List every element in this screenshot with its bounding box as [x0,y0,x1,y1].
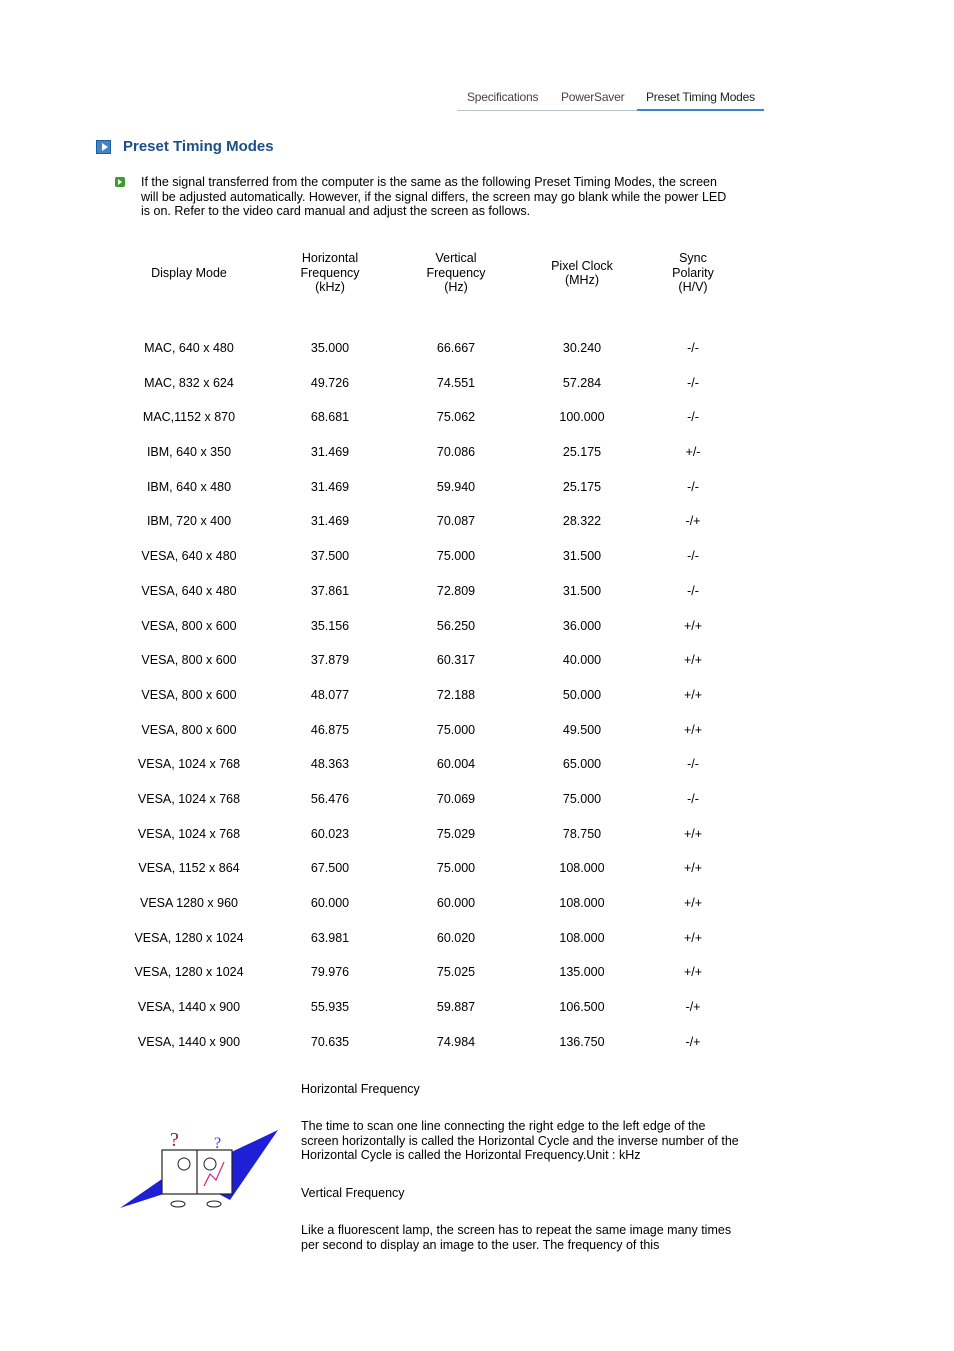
timing-modes-table [122,250,730,1059]
cell-vertical-frequency: 75.000 [436,549,476,564]
table-row [122,1024,730,1059]
cell-display-mode: VESA, 1280 x 1024 [134,965,244,980]
table-row [122,886,730,921]
table-row [122,365,730,400]
cell-vertical-frequency: 74.551 [436,375,476,390]
term-vertical-frequency-text: Like a fluorescent lamp, the screen has to repeat the same image many times per second to display an image to the user. The frequency of this [301,1223,732,1252]
cell-horizontal-frequency: 49.726 [310,375,350,390]
header-line: Display Mode [151,265,227,280]
table-row [122,608,730,643]
cell-display-mode: VESA, 1024 x 768 [137,826,241,841]
cell-display-mode: VESA, 1024 x 768 [137,791,241,806]
question-book-illustration [118,1128,280,1210]
cell-vertical-frequency: 75.062 [436,410,476,425]
tab-bar [457,88,764,111]
table-row [122,643,730,678]
cell-horizontal-frequency: 46.875 [310,722,350,737]
cell-pixel-clock: 25.175 [562,479,602,494]
cell-display-mode: IBM, 720 x 400 [146,514,232,529]
table-row [122,435,730,470]
cell-sync-polarity: -/- [687,410,699,425]
cell-pixel-clock: 108.000 [559,861,605,876]
cell-horizontal-frequency: 55.935 [310,1000,350,1015]
header-line: Horizontal [301,251,359,266]
term-horizontal-frequency-text: The time to scan one line connecting the right edge to the left edge of the screen horizontally is called the Horizontal Cycle and the inverse number of the Horizontal Cycle is called the Horizontal Frequency.Unit : kHz [301,1119,739,1162]
cell-sync-polarity: -/+ [685,514,701,529]
cell-display-mode: VESA, 800 x 600 [141,722,237,737]
cell-pixel-clock: 57.284 [562,375,602,390]
cell-display-mode: VESA, 1440 x 900 [137,1034,241,1049]
header-line: (kHz) [315,280,345,295]
cell-vertical-frequency: 60.317 [436,653,476,668]
cell-sync-polarity: -/- [687,757,699,772]
cell-pixel-clock: 135.000 [559,965,605,980]
cell-horizontal-frequency: 48.077 [310,687,350,702]
cell-horizontal-frequency: 31.469 [310,514,350,529]
cell-pixel-clock: 31.500 [562,549,602,564]
cell-sync-polarity: +/+ [683,618,703,633]
table-row [122,504,730,539]
cell-sync-polarity: +/- [685,445,701,460]
table-body [122,331,730,1059]
header-line: Frequency [426,265,486,280]
table-row [122,678,730,713]
cell-vertical-frequency: 56.250 [436,618,476,633]
cell-pixel-clock: 30.240 [562,341,602,356]
table-row [122,400,730,435]
cell-horizontal-frequency: 63.981 [310,930,350,945]
header-line: Polarity [672,265,714,280]
cell-vertical-frequency: 75.000 [436,861,476,876]
table-row [122,990,730,1025]
header-pixel-clock [508,250,656,296]
cell-vertical-frequency: 74.984 [436,1034,476,1049]
intro-paragraph: If the signal transferred from the computer is the same as the following Preset Timing Modes, the screen will be adjusted automatically. However, if the signal differs, the screen may go blank while the power LED is on. Refer to the video card manual and adjust the screen as follows. [141,175,727,218]
cell-sync-polarity: -/- [687,341,699,356]
cell-sync-polarity: +/+ [683,826,703,841]
cell-sync-polarity: +/+ [683,861,703,876]
cell-display-mode: VESA, 800 x 600 [141,653,237,668]
cell-sync-polarity: -/- [687,479,699,494]
table-row [122,331,730,366]
table-row [122,712,730,747]
header-vertical-frequency [404,250,508,296]
cell-vertical-frequency: 60.020 [436,930,476,945]
tab-preset-timing-modes[interactable]: Preset Timing Modes [646,90,755,104]
table-row [122,920,730,955]
cell-pixel-clock: 106.500 [559,1000,605,1015]
header-line: (H/V) [678,280,708,295]
cell-display-mode: VESA, 1280 x 1024 [134,930,244,945]
cell-display-mode: VESA, 1024 x 768 [137,757,241,772]
page-title: Preset Timing Modes [123,138,274,155]
header-sync-polarity [656,250,730,296]
cell-display-mode: MAC,1152 x 870 [142,410,236,425]
cell-display-mode: VESA, 800 x 600 [141,687,237,702]
question-mark-icon: ? [170,1129,179,1151]
cell-sync-polarity: -/- [687,791,699,806]
cell-display-mode: IBM, 640 x 480 [146,479,232,494]
cell-pixel-clock: 100.000 [559,410,605,425]
cell-vertical-frequency: 75.000 [436,722,476,737]
table-row [122,955,730,990]
cell-horizontal-frequency: 79.976 [310,965,350,980]
cell-vertical-frequency: 70.069 [436,791,476,806]
cell-horizontal-frequency: 35.000 [310,341,350,356]
cell-horizontal-frequency: 68.681 [310,410,350,425]
cell-vertical-frequency: 66.667 [436,341,476,356]
cell-vertical-frequency: 70.086 [436,445,476,460]
table-row [122,782,730,817]
header-line: (Hz) [444,280,468,295]
term-horizontal-frequency-title: Horizontal Frequency [301,1082,420,1096]
cell-sync-polarity: -/+ [685,1000,701,1015]
cell-pixel-clock: 78.750 [562,826,602,841]
cell-display-mode: IBM, 640 x 350 [146,445,232,460]
cell-pixel-clock: 49.500 [562,722,602,737]
active-tab-indicator [637,109,764,111]
term-vertical-frequency-title: Vertical Frequency [301,1186,405,1200]
cell-vertical-frequency: 75.025 [436,965,476,980]
table-row [122,851,730,886]
table-row [122,574,730,609]
table-header-row [122,250,730,296]
cell-horizontal-frequency: 56.476 [310,791,350,806]
cell-horizontal-frequency: 60.023 [310,826,350,841]
cell-pixel-clock: 31.500 [562,583,602,598]
cell-sync-polarity: -/- [687,583,699,598]
cell-vertical-frequency: 70.087 [436,514,476,529]
header-spacer [122,296,730,331]
cell-vertical-frequency: 60.004 [436,757,476,772]
header-display-mode [122,250,256,296]
cell-vertical-frequency: 60.000 [436,896,476,911]
cell-display-mode: MAC, 832 x 624 [144,375,234,390]
cell-pixel-clock: 40.000 [562,653,602,668]
table-row [122,816,730,851]
cell-pixel-clock: 28.322 [562,514,602,529]
cell-vertical-frequency: 72.809 [436,583,476,598]
cell-vertical-frequency: 59.887 [436,1000,476,1015]
cell-sync-polarity: -/+ [685,1034,701,1049]
cell-vertical-frequency: 72.188 [436,687,476,702]
cell-pixel-clock: 108.000 [559,930,605,945]
cell-display-mode: VESA, 1440 x 900 [137,1000,241,1015]
question-mark-icon: ? [214,1135,222,1152]
header-line: Frequency [300,265,360,280]
cell-horizontal-frequency: 60.000 [310,896,350,911]
cell-vertical-frequency: 75.029 [436,826,476,841]
cell-horizontal-frequency: 37.879 [310,653,350,668]
cell-display-mode: VESA, 1152 x 864 [138,861,240,876]
cell-sync-polarity: +/+ [683,687,703,702]
cell-horizontal-frequency: 70.635 [310,1034,350,1049]
cell-horizontal-frequency: 67.500 [310,861,350,876]
tab-powersaver[interactable]: PowerSaver [561,90,625,104]
header-line: Vertical [435,251,477,266]
cell-sync-polarity: -/- [687,549,699,564]
cell-pixel-clock: 75.000 [562,791,602,806]
cell-pixel-clock: 36.000 [562,618,602,633]
table-row [122,469,730,504]
cell-horizontal-frequency: 37.500 [310,549,350,564]
table-row [122,539,730,574]
header-line: Sync [679,251,707,266]
bullet-arrow-icon [115,177,125,187]
play-arrow-icon [96,140,111,154]
cell-sync-polarity: +/+ [683,653,703,668]
cell-sync-polarity: +/+ [683,896,703,911]
table-row [122,747,730,782]
cell-pixel-clock: 50.000 [562,687,602,702]
cell-sync-polarity: -/- [687,375,699,390]
tab-specifications[interactable]: Specifications [467,90,539,104]
cell-vertical-frequency: 59.940 [436,479,476,494]
cell-pixel-clock: 25.175 [562,445,602,460]
header-horizontal-frequency [256,250,404,296]
cell-display-mode: VESA, 640 x 480 [141,583,237,598]
cell-display-mode: VESA, 640 x 480 [141,549,237,564]
cell-pixel-clock: 65.000 [562,757,602,772]
cell-horizontal-frequency: 31.469 [310,445,350,460]
cell-display-mode: VESA, 800 x 600 [141,618,237,633]
cell-display-mode: MAC, 640 x 480 [144,341,234,356]
header-line: Pixel Clock [551,258,613,273]
cell-sync-polarity: +/+ [683,722,703,737]
header-line: (MHz) [564,273,599,287]
cell-horizontal-frequency: 37.861 [310,583,350,598]
cell-pixel-clock: 108.000 [559,896,605,911]
cell-sync-polarity: +/+ [683,965,703,980]
cell-horizontal-frequency: 35.156 [310,618,350,633]
cell-pixel-clock: 136.750 [559,1034,605,1049]
cell-horizontal-frequency: 31.469 [310,479,350,494]
cell-display-mode: VESA 1280 x 960 [140,896,238,911]
cell-sync-polarity: +/+ [683,930,703,945]
cell-horizontal-frequency: 48.363 [310,757,350,772]
